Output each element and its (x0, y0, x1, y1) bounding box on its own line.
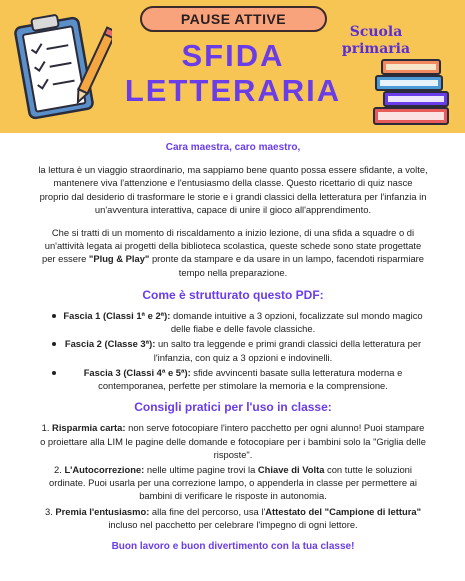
header-banner (0, 0, 465, 133)
intro-p2-b: pronte da stampare e da usare in un lampo, facendoti risparmiare tempo nella preparazione. (149, 253, 424, 278)
list-item-text: un salto tra leggende e primi grandi classici della letteratura per l'infanzia, con quiz a 3 opzioni e indovinelli. (153, 338, 422, 363)
clipboard-checklist-icon (14, 10, 112, 120)
tip-number: 1. (41, 422, 50, 434)
tip-item (38, 421, 428, 461)
tip-label: Premia l'entusiasmo: (55, 505, 150, 517)
intro-p2-a: Che si tratti di un momento di riscaldamento a inizio lezione, di una sfida a squadre o di un'attività legata ai progetti della biblioteca scolastica, queste schede sono state progettate per essere (41, 227, 422, 265)
section-tag: PAUSE ATTIVE (140, 6, 327, 32)
tip-text-a: nelle ultime pagine trovi la (144, 464, 258, 476)
tip-label: Risparmia carta: (52, 422, 126, 434)
list-item (58, 366, 428, 392)
list-item-label: Fascia 2 (Classe 3ª): (64, 338, 156, 350)
list-item (58, 309, 428, 335)
title-line-2: LETTERARIA (124, 73, 342, 108)
tip-text-a: alla fine del percorso, usa l' (149, 505, 266, 517)
section-heading-tips: Consigli pratici per l'uso in classe: (134, 400, 332, 415)
intro-paragraph-1: la lettura è un viaggio straordinario, ma sappiamo bene quanto possa essere sfidante, a volte, mantenere viva l'attenzione e l'entusiasmo della classe. Questo ricettario di quiz nasce proprio dal desiderio di trasformare le storie e i grandi classici della letteratura per l'infanzia in un'avventura interattiva, capace di unire il gioco all'apprendimento. (38, 164, 428, 215)
tips-list (38, 421, 428, 531)
list-item-text: domande intuitive a 3 opzioni, focalizzate sul mondo magico delle fiabe e delle favole classiche. (170, 310, 423, 335)
tip-text: non serve fotocopiare l'intero pacchetto per ogni alunno! Puoi stampare o proiettare alla LIM le pagine delle domande e fotocopiare per i bambini solo la "Griglia delle risposte". (40, 422, 426, 460)
badge-line-2: primaria (341, 41, 411, 57)
book-stack-icon (372, 56, 454, 130)
section-heading-structure: Come è strutturato questo PDF: (142, 287, 324, 302)
tip-bold: Chiave di Volta (257, 464, 325, 476)
list-item-text: sfide avvincenti basate sulla letteratura moderna e contemporanea, perfette per stimolare la memoria e la comprensione. (98, 366, 403, 392)
title-line-1: SFIDA (181, 38, 285, 73)
page-title (100, 38, 366, 108)
school-level-badge (333, 24, 419, 58)
badge-line-1: Scuola (349, 24, 403, 40)
list-item (58, 337, 428, 363)
tip-number: 3. (44, 505, 53, 517)
list-item-label: Fascia 1 (Classi 1ª e 2ª): (63, 310, 171, 322)
tip-bold: Attestato del "Campione di lettura" (265, 505, 422, 517)
tip-text-b: incluso nel pacchetto per celebrare l'impegno di ogni lettore. (108, 518, 358, 530)
intro-paragraph-2 (38, 226, 428, 279)
tip-label: L'Autocorrezione: (64, 464, 145, 476)
structure-list (38, 309, 428, 392)
tip-text-b: con tutte le soluzioni ordinate. Puoi usarla per una correzione lampo, o appenderla in classe per permettere ai bambini di verificare le risposte in autonomia. (49, 464, 417, 502)
plug-and-play-label: "Plug & Play" (88, 253, 150, 265)
closing-message: Buon lavoro e buon divertimento con la tua classe! (111, 541, 355, 553)
list-item-label: Fascia 3 (Classi 4ª e 5ª): (83, 366, 191, 378)
tip-item (38, 505, 428, 531)
greeting: Cara maestra, caro maestro, (165, 142, 301, 153)
tip-number: 2. (54, 464, 62, 476)
tip-item (38, 463, 428, 503)
main-content (38, 141, 428, 553)
